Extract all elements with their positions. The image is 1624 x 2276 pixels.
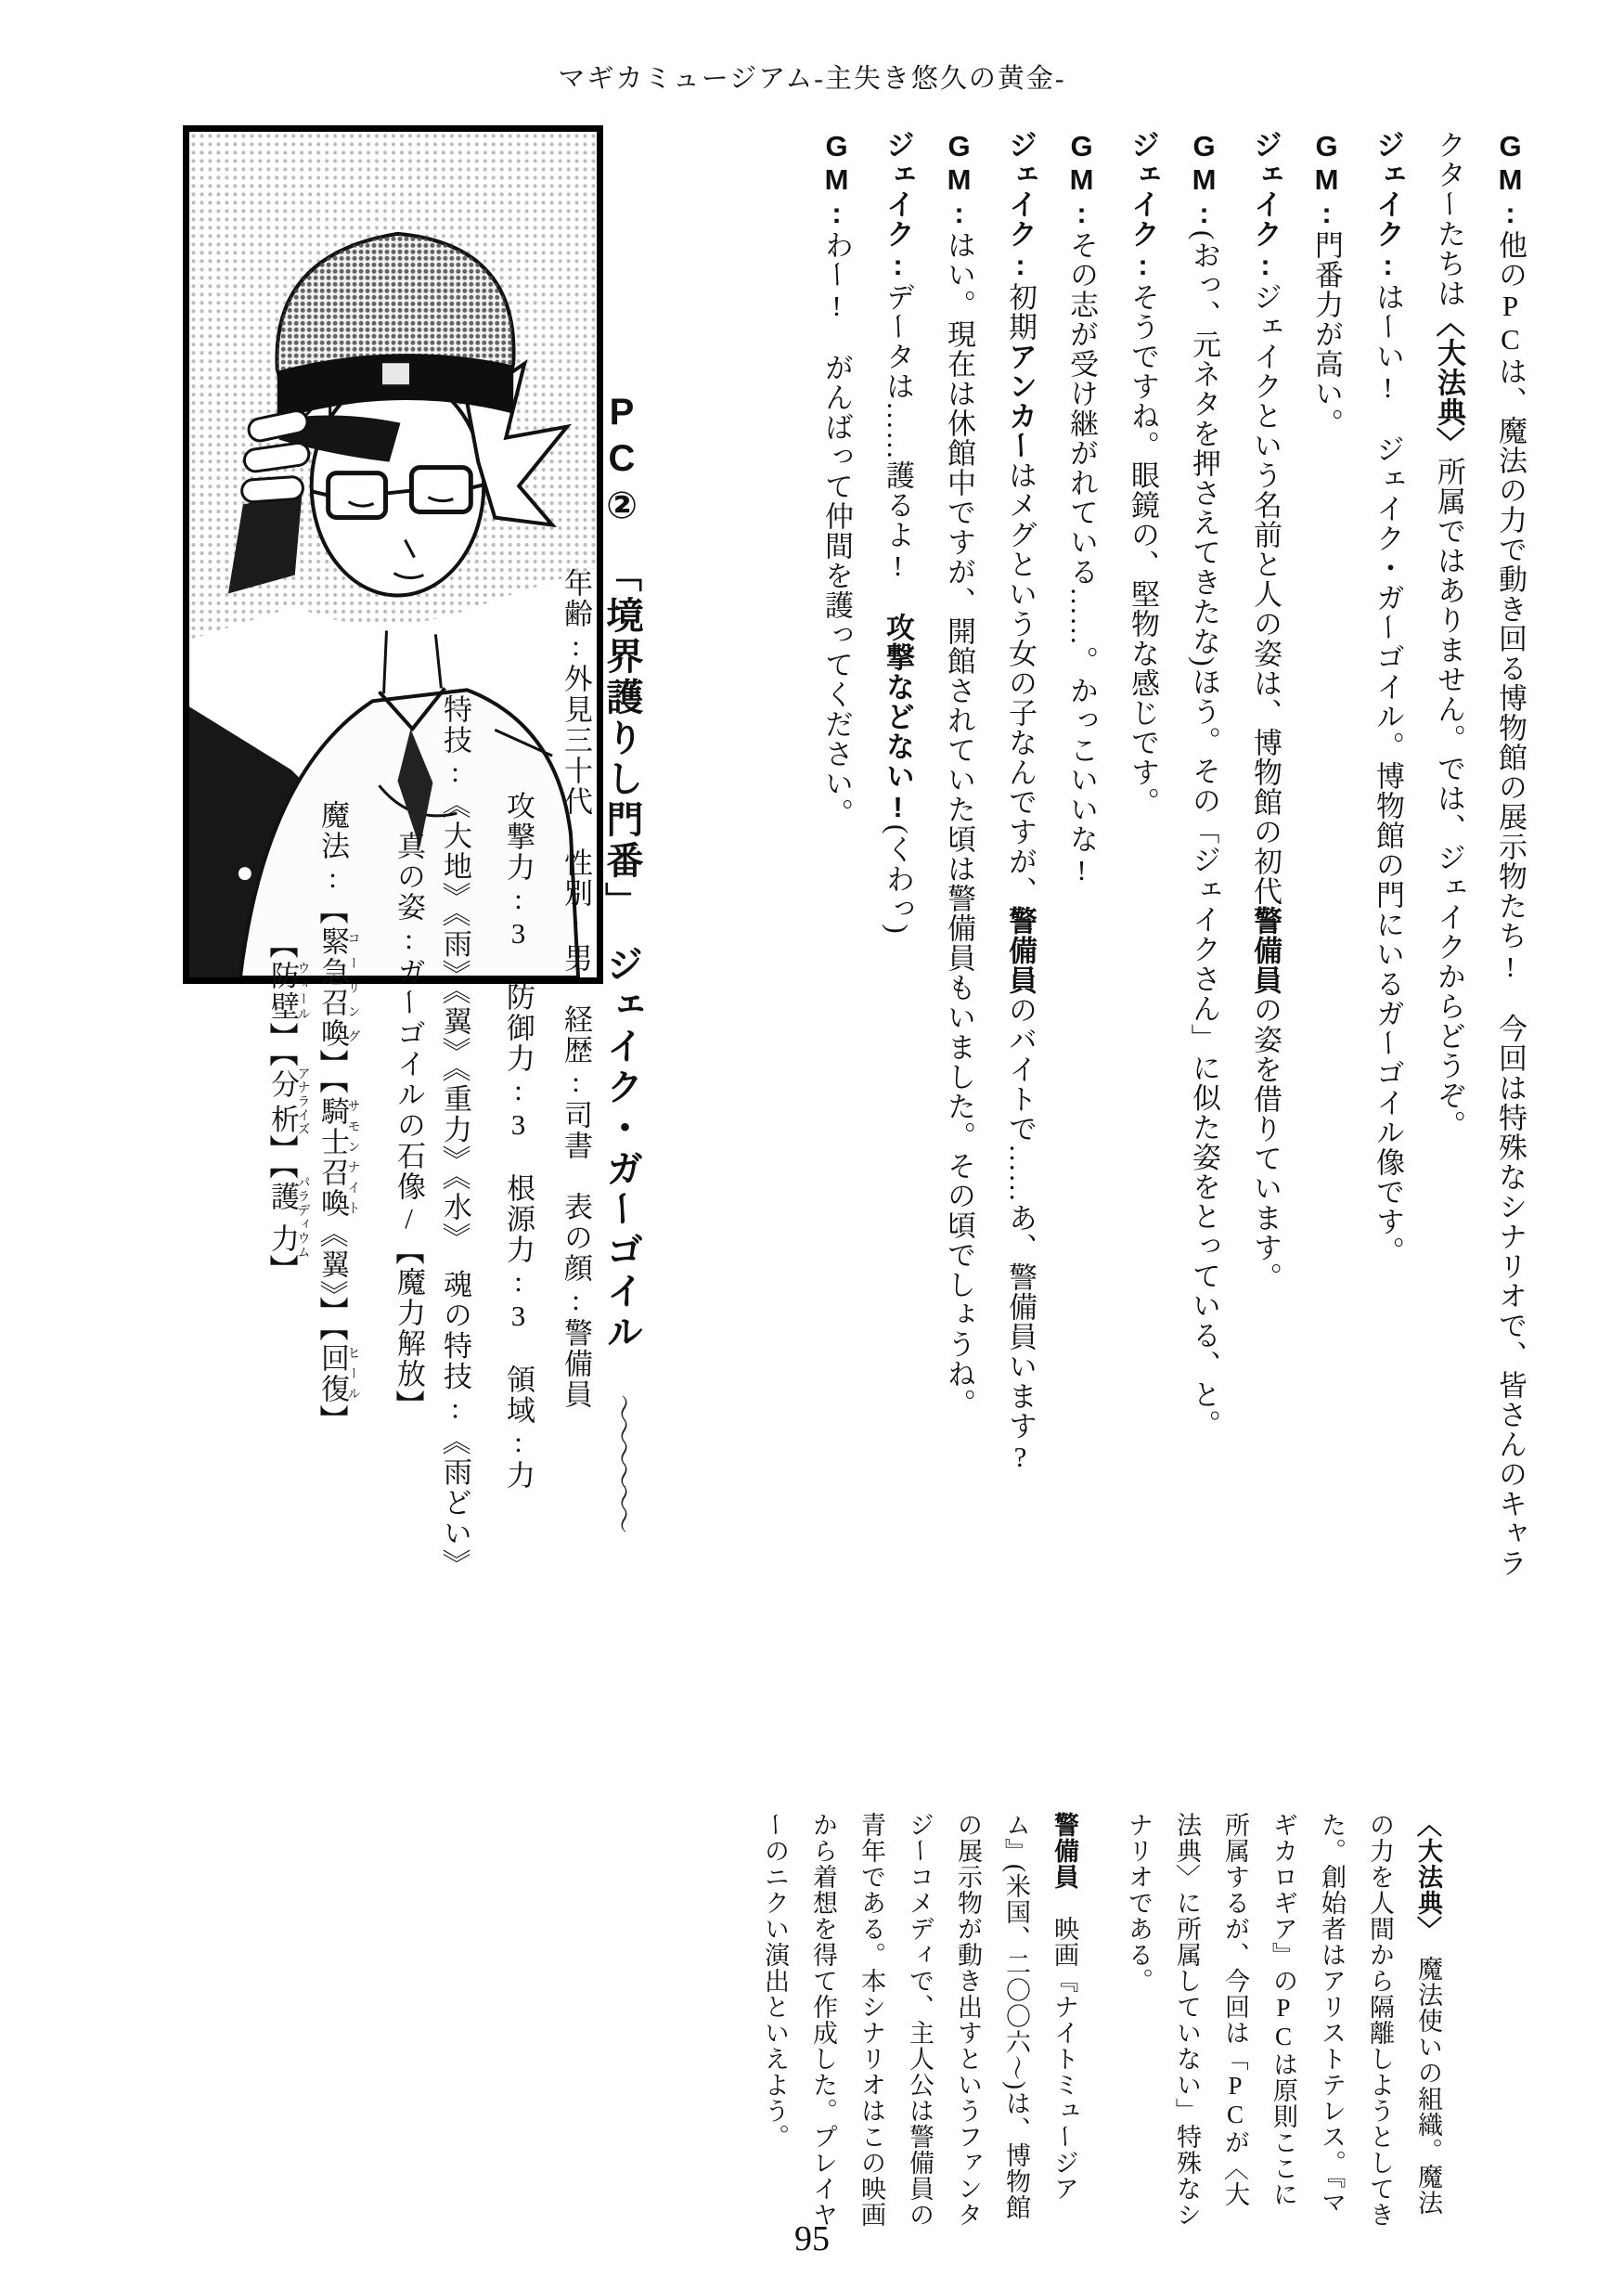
emphasis-term: 警備員 bbox=[1249, 906, 1282, 995]
text-run: はーい! ジェイク・ガーゴイル。博物館の門にいるガーゴイル像です。 bbox=[1372, 282, 1404, 1266]
emphasis-term: 攻撃などない! bbox=[882, 613, 914, 824]
sheet-true-form: 真の姿:ガーゴイルの石像/【魔力解放】 bbox=[393, 831, 425, 1420]
text-run: 魔法:【 bbox=[316, 800, 349, 926]
footnote-body: 魔法使いの組織。魔法の力を人間から隔離しようとしてきた。創始者はアリストテレス。『マギカロギア』のPCは原則ここに所属するが、今回は「PCが〈大法典〉に所属していない」特殊なシナリオである。 bbox=[1125, 1812, 1442, 2228]
speaker-label: GM: bbox=[820, 130, 853, 230]
dialogue-line bbox=[928, 130, 989, 1578]
character-sheet-headline bbox=[596, 392, 664, 1617]
speaker-label: GM: bbox=[1310, 130, 1343, 230]
sheet-skills: 特技:《大地》《雨》《翼》《重力》《水》 魂の特技:《雨どい》 bbox=[439, 694, 471, 1580]
page-number: 95 bbox=[794, 2219, 830, 2258]
text-run: はい。現在は休館中ですが、開館されていた頃は警備員もいました。その頃でしょうね。 bbox=[943, 230, 975, 1418]
speaker-label: GM: bbox=[1065, 130, 1098, 230]
text-run: 門番力が高い。 bbox=[1310, 230, 1343, 438]
pc-number-label: PC② bbox=[601, 392, 642, 533]
sheet-magic-list-1 bbox=[312, 800, 366, 1840]
sheet-combat-stats: 攻撃力:3 防御力:3 根源力:3 領域:力 bbox=[502, 791, 535, 1491]
dialogue-line bbox=[1112, 130, 1173, 1578]
text-run: 】【 bbox=[316, 1049, 349, 1096]
speaker-label: ジェイク: bbox=[1372, 130, 1404, 282]
footnote bbox=[1115, 1812, 1452, 2231]
emphasis-term: アンカー bbox=[1004, 342, 1037, 460]
dialogue-line bbox=[1418, 130, 1540, 1578]
sheet-magic-list-2 bbox=[262, 930, 316, 1970]
sheet-basic-info: 年齢:外見三十代 性別:男 経歴:司書 表の顔:警備員 bbox=[560, 568, 592, 1410]
text-run: データは……護るよ! bbox=[882, 282, 914, 613]
text-run: 【 bbox=[266, 930, 299, 961]
emphasis-term: 警備員 bbox=[1004, 906, 1037, 995]
spell-name: 緊急召喚コーリング bbox=[316, 926, 362, 1049]
emphasis-term: 〈大法典〉 bbox=[1433, 308, 1465, 457]
text-run: 】 bbox=[316, 1403, 349, 1435]
flourish-ornament: 〜〜〜〜〜〜 bbox=[607, 1394, 638, 1528]
footnote-body: 映画『ナイトミュージアム』(米国、二〇〇六〜)は、博物館の展示物が動き出すというファンタジーコメディで、主人公は警備員の青年である。本シナリオはこの映画から着想を得て作成した。プレイヤーのニクい演出といえよう。 bbox=[761, 1812, 1078, 2228]
page-header-title: マギカミュージアム-主失き悠久の黄金- bbox=[558, 64, 1066, 94]
spell-name: 分析アナライズ bbox=[266, 1067, 312, 1137]
speaker-label: ジェイク: bbox=[1004, 130, 1037, 282]
speaker-label: ジェイク: bbox=[1127, 130, 1159, 282]
text-run: 初期 bbox=[1004, 282, 1037, 342]
text-run: のバイトで……あ、警備員います? bbox=[1004, 995, 1037, 1474]
speaker-label: GM: bbox=[1188, 130, 1220, 230]
text-run: 他のPCは、魔法の力で動き回る博物館の展示物たち! 今回は特殊なシナリオで、皆さんのキャラクターたちは bbox=[1433, 130, 1527, 1578]
pc-name: ジェイク・ガーゴイル bbox=[601, 945, 643, 1353]
text-run: 《翼》】【 bbox=[316, 1218, 349, 1343]
text-run: わー! がんばって仲間を護ってください。 bbox=[820, 230, 853, 828]
dialogue-line bbox=[1295, 130, 1357, 1578]
footnotes bbox=[599, 1812, 1452, 2231]
dialogue-line bbox=[1173, 130, 1234, 1578]
pc-title: 「境界護りし門番」 bbox=[601, 574, 643, 904]
spell-name: 騎士召喚サモンナイト bbox=[316, 1095, 362, 1219]
text-run: ジェイクという名前と人の姿は、博物館の初代 bbox=[1249, 282, 1282, 906]
spell-name: 回復ヒール bbox=[316, 1342, 362, 1404]
dialogue-line bbox=[1357, 130, 1418, 1578]
spell-name: 防壁ウォール bbox=[266, 961, 312, 1022]
text-run: そうですね。眼鏡の、堅物な感じです。 bbox=[1127, 282, 1159, 817]
dialogue-line bbox=[1234, 130, 1295, 1578]
speaker-label: ジェイク: bbox=[1249, 130, 1282, 282]
text-run: 】 bbox=[266, 1253, 299, 1285]
footnote-term: 〈大法典〉 bbox=[1414, 1812, 1442, 1930]
dialogue-line bbox=[806, 130, 867, 1578]
speaker-label: GM: bbox=[943, 130, 975, 230]
spell-name: 護力パラディウム bbox=[266, 1175, 312, 1260]
text-run: その志が受け継がれている……。かっこいいな! bbox=[1065, 230, 1098, 887]
text-run: はメグという女の子なんですが、 bbox=[1004, 460, 1037, 906]
text-run: (おっ、元ネタを押さえてきたな)ほう。その「ジェイクさん」に似た姿をとっている、と。 bbox=[1188, 230, 1220, 1440]
speaker-label: GM: bbox=[1494, 130, 1527, 230]
footnote bbox=[751, 1812, 1089, 2231]
footnote-term: 警備員 bbox=[1050, 1812, 1078, 1890]
dialogue-line bbox=[1050, 130, 1112, 1578]
dialogue-block bbox=[770, 130, 1540, 1578]
text-run: 】【 bbox=[266, 1022, 299, 1069]
text-run: 】【 bbox=[266, 1134, 299, 1182]
text-run: (くわっ) bbox=[882, 824, 914, 935]
text-run: の姿を借りています。 bbox=[1249, 995, 1282, 1292]
dialogue-line bbox=[989, 130, 1050, 1578]
cap-emblem bbox=[381, 362, 411, 386]
dialogue-line bbox=[867, 130, 928, 1578]
text-run: 所属ではありません。では、ジェイクからどうぞ。 bbox=[1433, 457, 1465, 1140]
speaker-label: ジェイク: bbox=[882, 130, 914, 282]
